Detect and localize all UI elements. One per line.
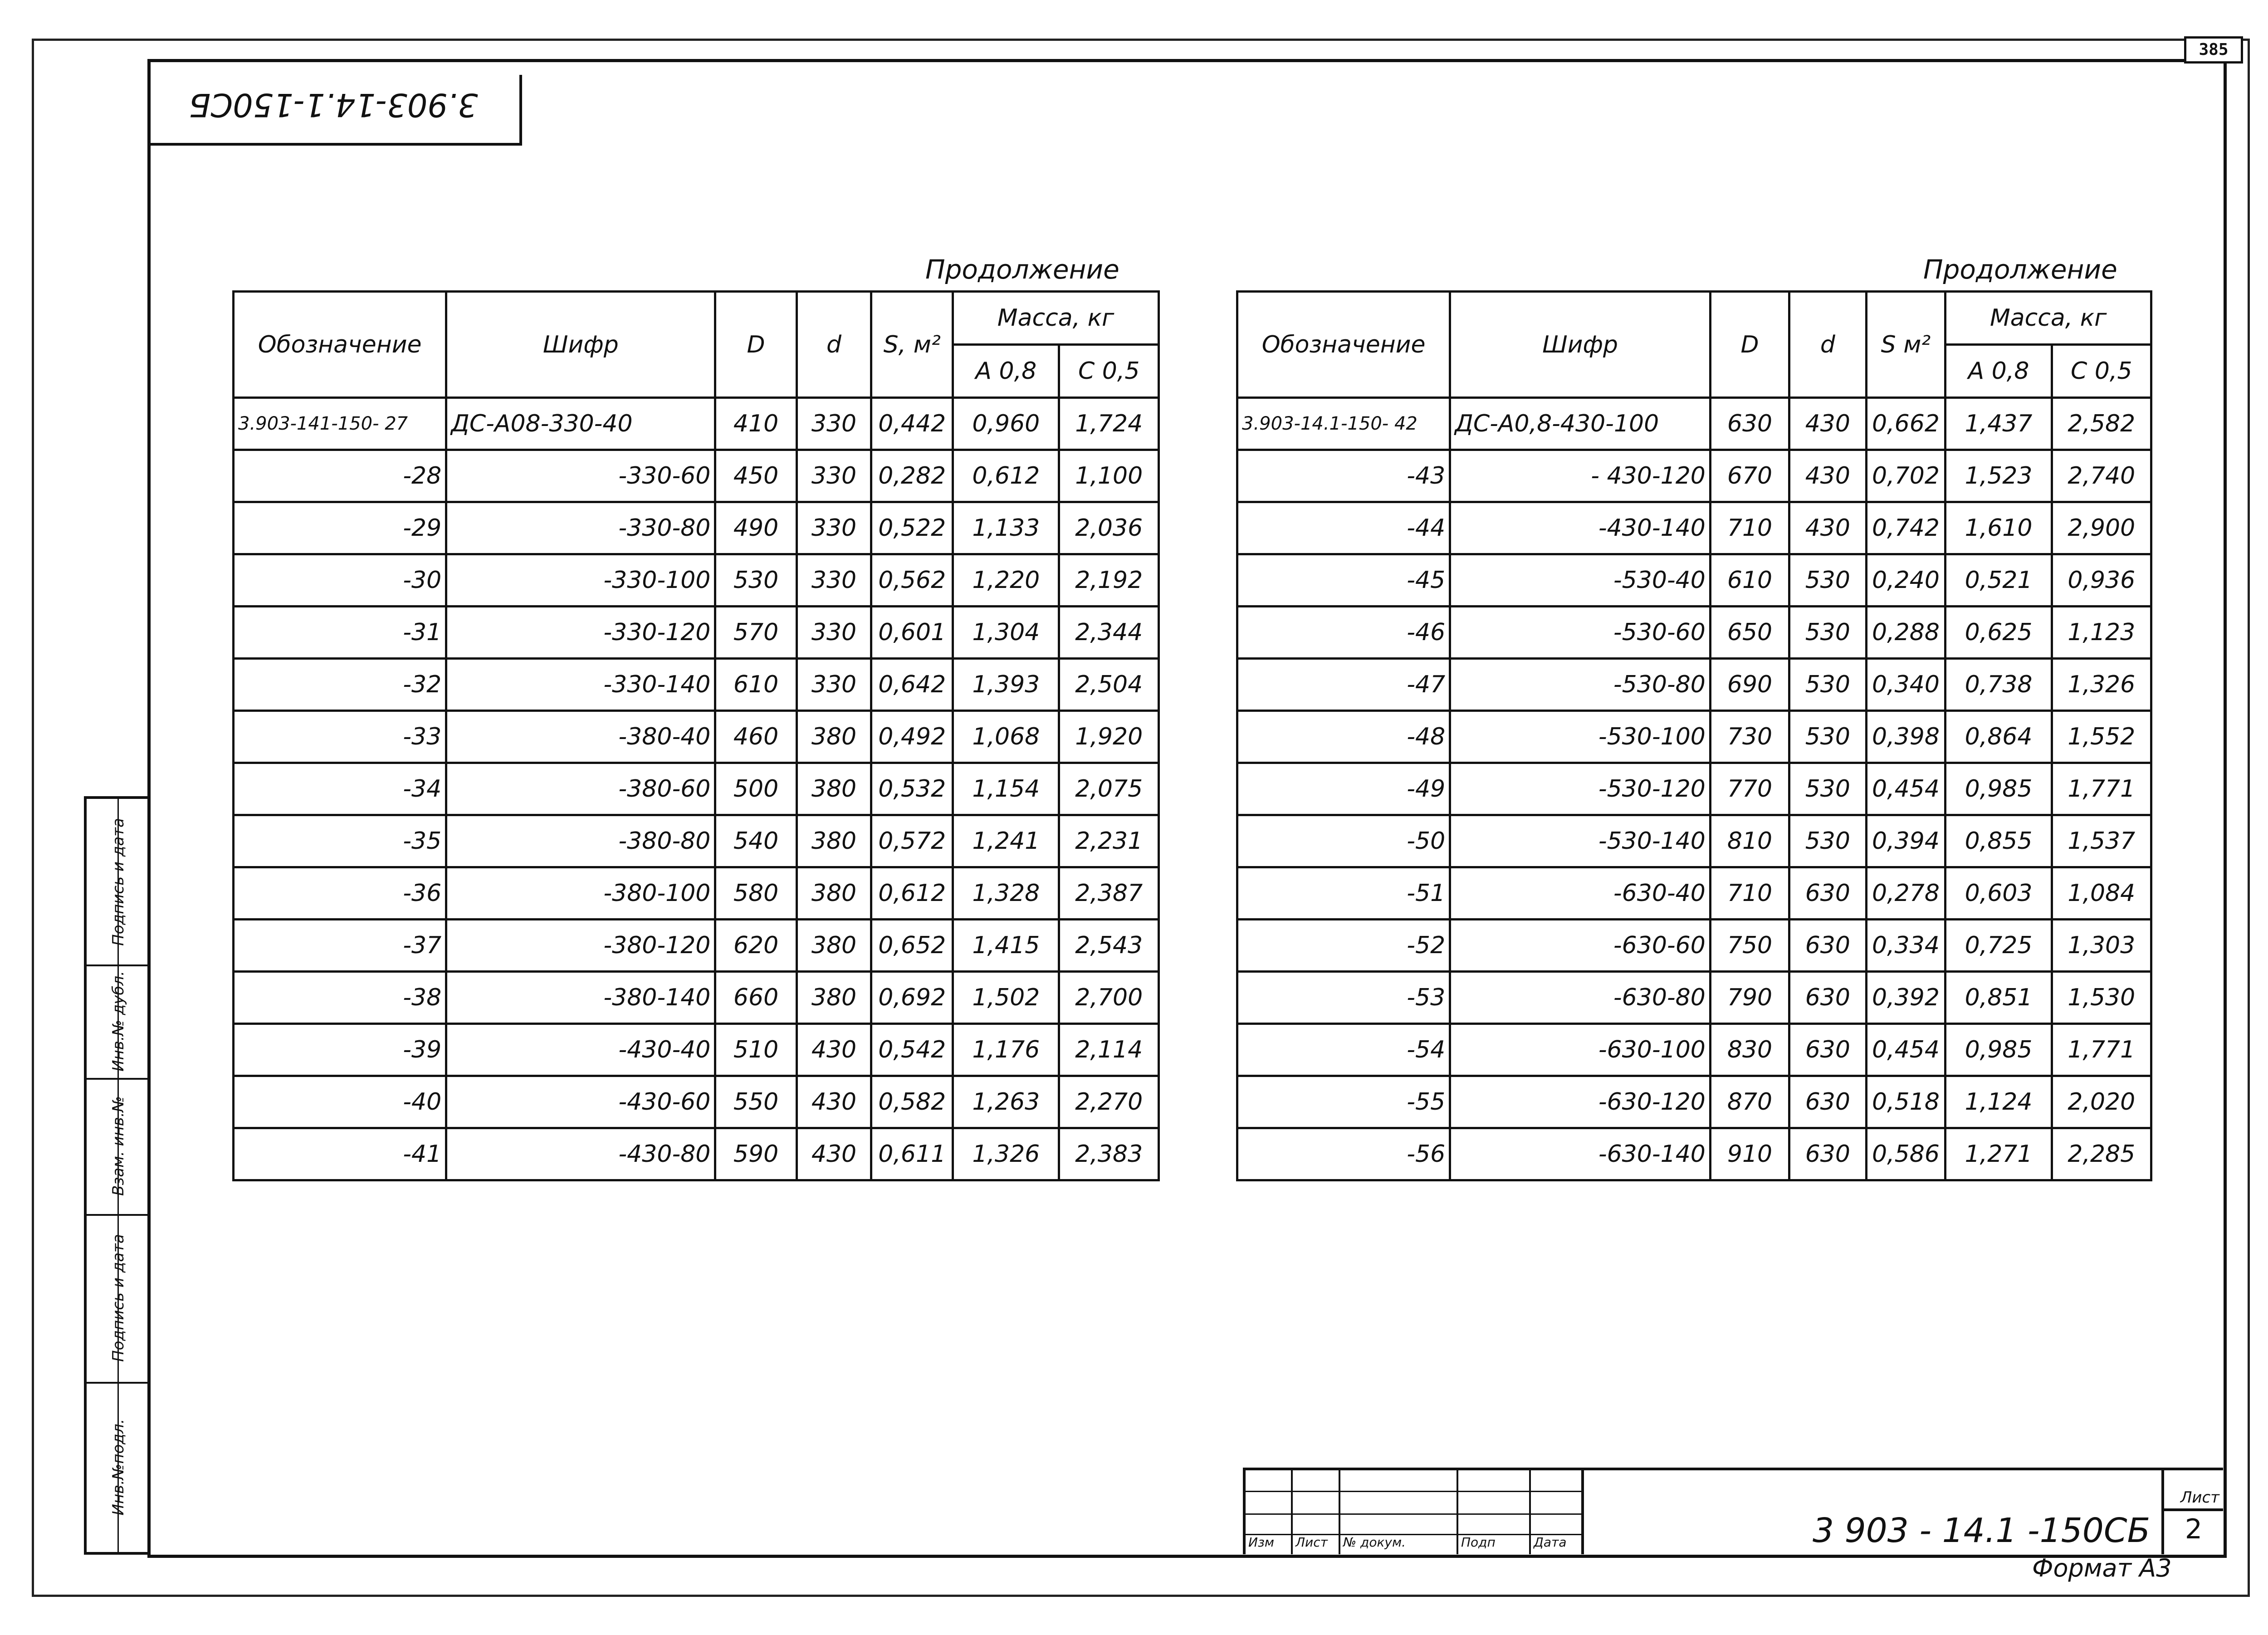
code-cell: -630-120 — [1450, 1076, 1711, 1128]
D-cell: 710 — [1710, 867, 1789, 920]
d-cell: 380 — [797, 867, 871, 920]
mass-c05-cell: 1,326 — [2052, 659, 2151, 711]
right-caption: Продолжение — [1923, 254, 2117, 285]
D-cell: 540 — [715, 815, 797, 867]
d-cell: 330 — [797, 607, 871, 659]
table-row — [1237, 1024, 2151, 1076]
mass-a08-cell: 0,855 — [1945, 815, 2052, 867]
D-cell: 910 — [1710, 1128, 1789, 1180]
table-row — [234, 659, 1159, 711]
mass-c05-cell: 2,387 — [1059, 867, 1159, 920]
table-row — [1237, 1128, 2151, 1180]
d-cell: 330 — [797, 450, 871, 502]
d-cell: 630 — [1789, 1076, 1866, 1128]
sheet-page-number: 2 — [2185, 1513, 2203, 1545]
mass-a08-cell: 0,985 — [1945, 1024, 2052, 1076]
S-cell: 0,394 — [1866, 815, 1945, 867]
d-cell: 630 — [1789, 1024, 1866, 1076]
mass-a08-cell: 1,263 — [953, 1076, 1059, 1128]
D-cell: 730 — [1710, 711, 1789, 763]
table-row — [1237, 659, 2151, 711]
designation-cell: -51 — [1237, 867, 1450, 920]
designation-cell: -47 — [1237, 659, 1450, 711]
D-cell: 620 — [715, 920, 797, 972]
S-cell: 0,702 — [1866, 450, 1945, 502]
S-cell: 0,692 — [871, 972, 953, 1024]
header-code: Шифр — [1450, 292, 1711, 398]
code-cell: -530-80 — [1450, 659, 1711, 711]
code-cell: -330-100 — [446, 554, 715, 607]
D-cell: 830 — [1710, 1024, 1789, 1076]
table-row — [234, 1024, 1159, 1076]
rev-label: Подп — [1461, 1535, 1496, 1550]
d-cell: 330 — [797, 398, 871, 450]
designation-cell: -34 — [234, 763, 446, 815]
code-cell: -430-140 — [1450, 502, 1711, 554]
side-cell: Подпись и дата — [87, 799, 150, 966]
d-cell: 630 — [1789, 1128, 1866, 1180]
d-cell: 430 — [1789, 398, 1866, 450]
mass-c05-cell: 2,543 — [1059, 920, 1159, 972]
mass-c05-cell: 1,771 — [2052, 1024, 2151, 1076]
S-cell: 0,642 — [871, 659, 953, 711]
d-cell: 630 — [1789, 920, 1866, 972]
mass-a08-cell: 1,437 — [1945, 398, 2052, 450]
mass-c05-cell: 2,383 — [1059, 1128, 1159, 1180]
d-cell: 530 — [1789, 815, 1866, 867]
mass-c05-cell: 1,100 — [1059, 450, 1159, 502]
designation-cell: -36 — [234, 867, 446, 920]
S-cell: 0,334 — [1866, 920, 1945, 972]
D-cell: 750 — [1710, 920, 1789, 972]
mass-a08-cell: 1,220 — [953, 554, 1059, 607]
mass-a08-cell: 1,271 — [1945, 1128, 2052, 1180]
designation-cell: 3.903-14.1-150- 42 — [1237, 398, 1450, 450]
mass-c05-cell: 2,582 — [2052, 398, 2151, 450]
code-cell: -380-60 — [446, 763, 715, 815]
S-cell: 0,282 — [871, 450, 953, 502]
S-cell: 0,601 — [871, 607, 953, 659]
S-cell: 0,582 — [871, 1076, 953, 1128]
revision-grid — [1246, 1470, 1581, 1554]
title-block — [1243, 1468, 2223, 1554]
D-cell: 610 — [715, 659, 797, 711]
D-cell: 590 — [715, 1128, 797, 1180]
D-cell: 630 — [1710, 398, 1789, 450]
mass-a08-cell: 0,960 — [953, 398, 1059, 450]
mass-a08-cell: 0,738 — [1945, 659, 2052, 711]
mass-a08-cell: 1,176 — [953, 1024, 1059, 1076]
mass-a08-cell: 0,851 — [1945, 972, 2052, 1024]
designation-cell: -28 — [234, 450, 446, 502]
code-cell: -330-120 — [446, 607, 715, 659]
designation-cell: -46 — [1237, 607, 1450, 659]
d-cell: 530 — [1789, 763, 1866, 815]
table-row — [234, 867, 1159, 920]
mass-c05-cell: 1,303 — [2052, 920, 2151, 972]
mass-c05-cell: 2,036 — [1059, 502, 1159, 554]
code-cell: -530-60 — [1450, 607, 1711, 659]
table-row — [1237, 867, 2151, 920]
D-cell: 650 — [1710, 607, 1789, 659]
S-cell: 0,492 — [871, 711, 953, 763]
mass-c05-cell: 2,270 — [1059, 1076, 1159, 1128]
mass-c05-cell: 2,504 — [1059, 659, 1159, 711]
code-cell: ДС-А0,8-430-100 — [1450, 398, 1711, 450]
header-c05: С 0,5 — [2052, 345, 2151, 398]
header-code: Шифр — [446, 292, 715, 398]
mass-c05-cell: 2,740 — [2052, 450, 2151, 502]
mass-c05-cell: 1,552 — [2052, 711, 2151, 763]
code-cell: -380-100 — [446, 867, 715, 920]
mass-c05-cell: 0,936 — [2052, 554, 2151, 607]
D-cell: 550 — [715, 1076, 797, 1128]
D-cell: 500 — [715, 763, 797, 815]
d-cell: 380 — [797, 972, 871, 1024]
S-cell: 0,518 — [1866, 1076, 1945, 1128]
D-cell: 670 — [1710, 450, 1789, 502]
left-spec-table — [232, 290, 1160, 1181]
table-row — [1237, 554, 2151, 607]
table-row — [234, 920, 1159, 972]
code-cell: ДС-А08-330-40 — [446, 398, 715, 450]
S-cell: 0,612 — [871, 867, 953, 920]
header-a08: А 0,8 — [1945, 345, 2052, 398]
mass-a08-cell: 1,124 — [1945, 1076, 2052, 1128]
d-cell: 430 — [1789, 502, 1866, 554]
designation-cell: 3.903-141-150- 27 — [234, 398, 446, 450]
sheet-label: Лист — [2164, 1475, 2223, 1511]
left-caption: Продолжение — [925, 254, 1119, 285]
S-cell: 0,572 — [871, 815, 953, 867]
sheet-number: 385 — [2184, 36, 2243, 64]
mass-c05-cell: 2,231 — [1059, 815, 1159, 867]
mass-c05-cell: 2,075 — [1059, 763, 1159, 815]
side-cell: Инв.№ дубл. — [87, 964, 150, 1080]
d-cell: 330 — [797, 659, 871, 711]
sheet-box — [2161, 1470, 2223, 1554]
mass-c05-cell: 1,123 — [2052, 607, 2151, 659]
S-cell: 0,442 — [871, 398, 953, 450]
mass-a08-cell: 1,068 — [953, 711, 1059, 763]
table-row — [234, 554, 1159, 607]
designation-cell: -35 — [234, 815, 446, 867]
d-cell: 430 — [797, 1076, 871, 1128]
code-cell: -630-40 — [1450, 867, 1711, 920]
code-cell: -430-60 — [446, 1076, 715, 1128]
side-cell: Инв.№подл. — [87, 1382, 150, 1552]
table-row — [234, 1128, 1159, 1180]
S-cell: 0,586 — [1866, 1128, 1945, 1180]
mass-a08-cell: 1,415 — [953, 920, 1059, 972]
D-cell: 810 — [1710, 815, 1789, 867]
table-row — [1237, 711, 2151, 763]
rev-label: Лист — [1295, 1535, 1328, 1550]
code-cell: -430-80 — [446, 1128, 715, 1180]
designation-cell: -45 — [1237, 554, 1450, 607]
code-cell: -630-80 — [1450, 972, 1711, 1024]
mass-c05-cell: 2,344 — [1059, 607, 1159, 659]
code-cell: -330-80 — [446, 502, 715, 554]
table-row — [1237, 920, 2151, 972]
mass-c05-cell: 1,084 — [2052, 867, 2151, 920]
top-stamp — [147, 75, 522, 146]
designation-cell: -31 — [234, 607, 446, 659]
d-cell: 380 — [797, 920, 871, 972]
document-code: 3 903 - 14.1 -150СБ — [1813, 1511, 2151, 1550]
S-cell: 0,532 — [871, 763, 953, 815]
d-cell: 380 — [797, 763, 871, 815]
header-S: S, м² — [871, 292, 953, 398]
table-row — [234, 450, 1159, 502]
designation-cell: -30 — [234, 554, 446, 607]
D-cell: 790 — [1710, 972, 1789, 1024]
designation-cell: -41 — [234, 1128, 446, 1180]
D-cell: 450 — [715, 450, 797, 502]
S-cell: 0,522 — [871, 502, 953, 554]
table-row — [1237, 450, 2151, 502]
header-designation: Обозначение — [1237, 292, 1450, 398]
table-row — [1237, 398, 2151, 450]
header-d: d — [1789, 292, 1866, 398]
S-cell: 0,340 — [1866, 659, 1945, 711]
designation-cell: -38 — [234, 972, 446, 1024]
mass-c05-cell: 2,900 — [2052, 502, 2151, 554]
mass-a08-cell: 1,304 — [953, 607, 1059, 659]
d-cell: 430 — [797, 1024, 871, 1076]
mass-c05-cell: 1,530 — [2052, 972, 2151, 1024]
designation-cell: -39 — [234, 1024, 446, 1076]
code-cell: -380-80 — [446, 815, 715, 867]
mass-a08-cell: 1,610 — [1945, 502, 2052, 554]
d-cell: 430 — [1789, 450, 1866, 502]
right-spec-table — [1236, 290, 2152, 1181]
designation-cell: -55 — [1237, 1076, 1450, 1128]
D-cell: 510 — [715, 1024, 797, 1076]
code-cell: -330-140 — [446, 659, 715, 711]
code-cell: -630-60 — [1450, 920, 1711, 972]
D-cell: 610 — [1710, 554, 1789, 607]
D-cell: 690 — [1710, 659, 1789, 711]
header-mass: Масса, кг — [1945, 292, 2151, 345]
S-cell: 0,662 — [1866, 398, 1945, 450]
code-cell: -380-120 — [446, 920, 715, 972]
D-cell: 870 — [1710, 1076, 1789, 1128]
table-row — [1237, 815, 2151, 867]
D-cell: 490 — [715, 502, 797, 554]
code-cell: -630-140 — [1450, 1128, 1711, 1180]
table-row — [234, 607, 1159, 659]
d-cell: 630 — [1789, 972, 1866, 1024]
table-row — [1237, 607, 2151, 659]
designation-cell: -29 — [234, 502, 446, 554]
mass-c05-cell: 1,920 — [1059, 711, 1159, 763]
D-cell: 530 — [715, 554, 797, 607]
d-cell: 330 — [797, 502, 871, 554]
designation-cell: -49 — [1237, 763, 1450, 815]
table-row — [1237, 972, 2151, 1024]
S-cell: 0,611 — [871, 1128, 953, 1180]
table-row — [234, 502, 1159, 554]
mass-a08-cell: 1,241 — [953, 815, 1059, 867]
code-cell: -430-40 — [446, 1024, 715, 1076]
d-cell: 530 — [1789, 607, 1866, 659]
D-cell: 570 — [715, 607, 797, 659]
mass-a08-cell: 0,625 — [1945, 607, 2052, 659]
S-cell: 0,542 — [871, 1024, 953, 1076]
rev-label: № докум. — [1343, 1535, 1406, 1550]
mass-a08-cell: 0,725 — [1945, 920, 2052, 972]
mass-a08-cell: 1,154 — [953, 763, 1059, 815]
table-row — [234, 763, 1159, 815]
mass-a08-cell: 1,326 — [953, 1128, 1059, 1180]
d-cell: 330 — [797, 554, 871, 607]
mass-a08-cell: 0,603 — [1945, 867, 2052, 920]
S-cell: 0,562 — [871, 554, 953, 607]
designation-cell: -37 — [234, 920, 446, 972]
side-cell: Взам. инв.№ — [87, 1078, 150, 1216]
D-cell: 660 — [715, 972, 797, 1024]
table-row — [1237, 1076, 2151, 1128]
header-designation: Обозначение — [234, 292, 446, 398]
mass-a08-cell: 0,521 — [1945, 554, 2052, 607]
designation-cell: -50 — [1237, 815, 1450, 867]
header-c05: С 0,5 — [1059, 345, 1159, 398]
S-cell: 0,278 — [1866, 867, 1945, 920]
header-d: d — [797, 292, 871, 398]
code-cell: -530-100 — [1450, 711, 1711, 763]
mass-c05-cell: 1,537 — [2052, 815, 2151, 867]
mass-a08-cell: 1,328 — [953, 867, 1059, 920]
S-cell: 0,398 — [1866, 711, 1945, 763]
d-cell: 530 — [1789, 554, 1866, 607]
table-row — [1237, 763, 2151, 815]
S-cell: 0,652 — [871, 920, 953, 972]
designation-cell: -44 — [1237, 502, 1450, 554]
mass-a08-cell: 0,985 — [1945, 763, 2052, 815]
designation-cell: -53 — [1237, 972, 1450, 1024]
code-cell: -530-120 — [1450, 763, 1711, 815]
mass-c05-cell: 2,192 — [1059, 554, 1159, 607]
d-cell: 380 — [797, 711, 871, 763]
d-cell: 430 — [797, 1128, 871, 1180]
table-row — [234, 398, 1159, 450]
mass-a08-cell: 1,502 — [953, 972, 1059, 1024]
S-cell: 0,392 — [1866, 972, 1945, 1024]
mass-a08-cell: 1,523 — [1945, 450, 2052, 502]
code-cell: - 430-120 — [1450, 450, 1711, 502]
D-cell: 410 — [715, 398, 797, 450]
S-cell: 0,742 — [1866, 502, 1945, 554]
table-row — [234, 815, 1159, 867]
code-cell: -380-40 — [446, 711, 715, 763]
table-row — [234, 1076, 1159, 1128]
D-cell: 580 — [715, 867, 797, 920]
side-strip — [84, 796, 150, 1555]
table-row — [1237, 502, 2151, 554]
mass-a08-cell: 1,133 — [953, 502, 1059, 554]
designation-cell: -43 — [1237, 450, 1450, 502]
designation-cell: -33 — [234, 711, 446, 763]
mass-c05-cell: 1,724 — [1059, 398, 1159, 450]
mass-c05-cell: 2,114 — [1059, 1024, 1159, 1076]
designation-cell: -48 — [1237, 711, 1450, 763]
designation-cell: -52 — [1237, 920, 1450, 972]
format-label: Формат А3 — [2032, 1554, 2172, 1582]
S-cell: 0,454 — [1866, 1024, 1945, 1076]
S-cell: 0,240 — [1866, 554, 1945, 607]
mass-c05-cell: 2,020 — [2052, 1076, 2151, 1128]
header-mass: Масса, кг — [953, 292, 1159, 345]
d-cell: 630 — [1789, 867, 1866, 920]
d-cell: 530 — [1789, 659, 1866, 711]
header-S: S м² — [1866, 292, 1945, 398]
rev-label: Изм — [1248, 1535, 1274, 1550]
designation-cell: -56 — [1237, 1128, 1450, 1180]
mass-a08-cell: 1,393 — [953, 659, 1059, 711]
mass-c05-cell: 2,700 — [1059, 972, 1159, 1024]
mass-a08-cell: 0,864 — [1945, 711, 2052, 763]
table-row — [234, 972, 1159, 1024]
mass-a08-cell: 0,612 — [953, 450, 1059, 502]
stamp-code: 3.903-14.1-150СБ — [189, 86, 478, 123]
D-cell: 460 — [715, 711, 797, 763]
side-cell: Подпись и дата — [87, 1214, 150, 1384]
code-cell: -630-100 — [1450, 1024, 1711, 1076]
S-cell: 0,288 — [1866, 607, 1945, 659]
header-D: D — [715, 292, 797, 398]
rev-label: Дата — [1534, 1535, 1567, 1550]
code-cell: -530-140 — [1450, 815, 1711, 867]
header-D: D — [1710, 292, 1789, 398]
code-cell: -330-60 — [446, 450, 715, 502]
designation-cell: -32 — [234, 659, 446, 711]
header-a08: А 0,8 — [953, 345, 1059, 398]
d-cell: 530 — [1789, 711, 1866, 763]
mass-c05-cell: 1,771 — [2052, 763, 2151, 815]
d-cell: 380 — [797, 815, 871, 867]
code-cell: -380-140 — [446, 972, 715, 1024]
designation-cell: -40 — [234, 1076, 446, 1128]
D-cell: 770 — [1710, 763, 1789, 815]
S-cell: 0,454 — [1866, 763, 1945, 815]
D-cell: 710 — [1710, 502, 1789, 554]
designation-cell: -54 — [1237, 1024, 1450, 1076]
mass-c05-cell: 2,285 — [2052, 1128, 2151, 1180]
table-row — [234, 711, 1159, 763]
code-cell: -530-40 — [1450, 554, 1711, 607]
